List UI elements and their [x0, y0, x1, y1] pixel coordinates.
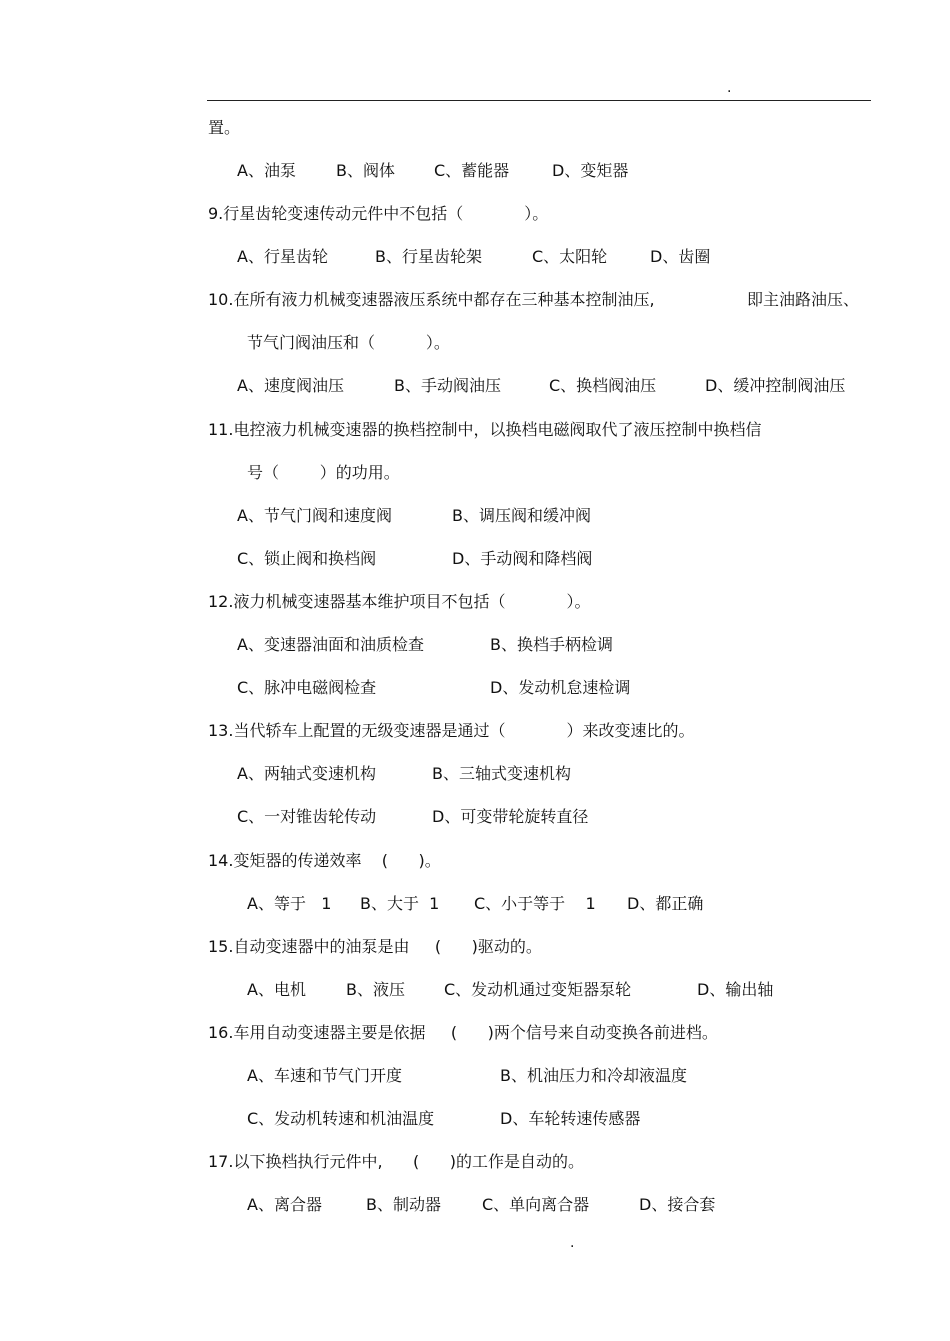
q10-stem-line2: 节气门阀油压和（ ）。 [247, 333, 450, 352]
q11-stem-line2: 号（ ）的功用。 [247, 463, 400, 482]
q8-option-a: A、油泵 [237, 161, 296, 180]
q10-stem-line1-tail: 即主油路油压、 [747, 290, 860, 309]
q14-option-d: D、都正确 [627, 894, 704, 913]
q16-option-d: D、车轮转速传感器 [500, 1109, 641, 1128]
q13-stem: 13.当代轿车上配置的无级变速器是通过（ ）来改变速比的。 [208, 721, 695, 740]
q8-option-b: B、阀体 [336, 161, 395, 180]
q16-stem: 16.车用自动变速器主要是依据 ( )两个信号来自动变换各前进档。 [208, 1023, 718, 1042]
footer-dot: . [570, 1235, 575, 1251]
q17-option-b: B、制动器 [366, 1195, 441, 1214]
q14-option-b: B、大于 1 [360, 894, 440, 913]
q11-option-c: C、锁止阀和换档阀 [237, 549, 377, 568]
q14-option-c: C、小于等于 1 [474, 894, 596, 913]
q10-option-d: D、缓冲控制阀油压 [705, 376, 846, 395]
q15-option-d: D、输出轴 [697, 980, 774, 999]
q14-stem: 14.变矩器的传递效率 ( )。 [208, 851, 441, 870]
q16-option-b: B、机油压力和冷却液温度 [500, 1066, 687, 1085]
q16-option-c: C、发动机转速和机油温度 [247, 1109, 435, 1128]
q10-option-c: C、换档阀油压 [549, 376, 657, 395]
q12-option-c: C、脉冲电磁阀检查 [237, 678, 377, 697]
q13-option-b: B、三轴式变速机构 [432, 764, 571, 783]
q12-stem: 12.液力机械变速器基本维护项目不包括（ ）。 [208, 592, 591, 611]
q17-stem: 17.以下换档执行元件中, ( )的工作是自动的。 [208, 1152, 585, 1171]
q15-option-c: C、发动机通过变矩器泵轮 [444, 980, 632, 999]
q11-option-b: B、调压阀和缓冲阀 [452, 506, 591, 525]
q9-stem: 9.行星齿轮变速传动元件中不包括（ ）。 [208, 204, 549, 223]
header-dot: . [727, 80, 732, 96]
q13-option-a: A、两轴式变速机构 [237, 764, 376, 783]
q12-option-d: D、发动机怠速检调 [490, 678, 631, 697]
q15-option-b: B、液压 [346, 980, 405, 999]
q11-option-a: A、节气门阀和速度阀 [237, 506, 392, 525]
q14-option-a: A、等于 1 [247, 894, 332, 913]
q15-option-a: A、电机 [247, 980, 306, 999]
q13-option-c: C、一对锥齿轮传动 [237, 807, 377, 826]
q16-option-a: A、车速和节气门开度 [247, 1066, 402, 1085]
q12-option-a: A、变速器油面和油质检查 [237, 635, 424, 654]
q17-option-a: A、离合器 [247, 1195, 322, 1214]
q8-option-c: C、蓄能器 [434, 161, 510, 180]
q9-option-c: C、太阳轮 [532, 247, 608, 266]
q8-option-d: D、变矩器 [552, 161, 629, 180]
q15-stem: 15.自动变速器中的油泵是由 ( )驱动的。 [208, 937, 542, 956]
q9-option-a: A、行星齿轮 [237, 247, 328, 266]
q12-option-b: B、换档手柄检调 [490, 635, 613, 654]
q10-stem-line1: 10.在所有液力机械变速器液压系统中都存在三种基本控制油压, [208, 290, 655, 309]
header-rule [207, 100, 871, 101]
q9-option-d: D、齿圈 [650, 247, 711, 266]
q9-option-b: B、行星齿轮架 [375, 247, 482, 266]
q11-option-d: D、手动阀和降档阀 [452, 549, 593, 568]
q17-option-c: C、单向离合器 [482, 1195, 590, 1214]
q10-option-a: A、速度阀油压 [237, 376, 344, 395]
q11-stem-line1: 11.电控液力机械变速器的换档控制中，以换档电磁阀取代了液压控制中换档信 [208, 420, 762, 439]
q17-option-d: D、接合套 [639, 1195, 716, 1214]
q10-option-b: B、手动阀油压 [394, 376, 501, 395]
q13-option-d: D、可变带轮旋转直径 [432, 807, 589, 826]
prev-question-continuation: 置。 [208, 118, 241, 137]
